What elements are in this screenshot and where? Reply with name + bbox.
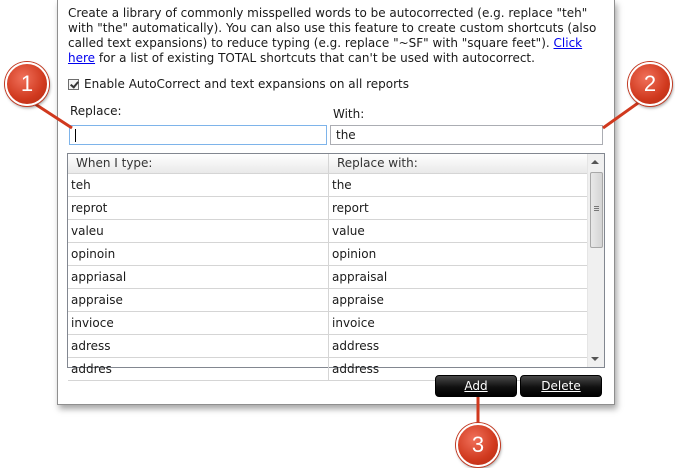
cell-replace-with[interactable]: invoice: [332, 316, 375, 330]
with-input-value: the: [336, 128, 356, 142]
cell-replace-with[interactable]: appraise: [332, 293, 384, 307]
callout-badge-1: 1: [5, 62, 49, 106]
add-button[interactable]: Add: [435, 375, 517, 397]
cell-replace-with[interactable]: value: [332, 224, 365, 238]
cell-when-i-type[interactable]: opinoin: [68, 243, 329, 265]
cell-replace-with[interactable]: address: [332, 362, 380, 376]
cell-replace-with[interactable]: opinion: [332, 247, 377, 261]
cell-when-i-type[interactable]: appraise: [68, 289, 329, 311]
delete-button[interactable]: Delete: [520, 375, 602, 397]
callout-badge-3: 3: [456, 423, 500, 467]
cell-when-i-type[interactable]: adress: [68, 335, 329, 357]
description-part-end: for a list of existing TOTAL shortcuts that can't be used with autocorrect.: [95, 51, 535, 65]
callout-badge-2: 2: [628, 62, 672, 106]
cell-when-i-type[interactable]: appriasal: [68, 266, 329, 288]
description-part: Create a library of commonly misspelled words to be autocorrected (e.g. replace "teh" with "the" automatically). You can also use this feature to create custom shortcuts (also called text expansions) to reduce typing (e.g. replace "~SF" with "square feet").: [68, 6, 597, 50]
cell-when-i-type[interactable]: reprot: [68, 197, 329, 219]
cell-when-i-type[interactable]: teh: [68, 174, 329, 196]
cell-replace-with[interactable]: the: [332, 178, 352, 192]
cell-replace-with[interactable]: appraisal: [332, 270, 388, 284]
with-label: With:: [333, 107, 365, 121]
replace-label: Replace:: [70, 104, 122, 118]
cell-replace-with[interactable]: report: [332, 201, 369, 215]
callout-line-1: [32, 102, 72, 128]
click-here-link[interactable]: Click here: [68, 36, 583, 65]
cell-when-i-type[interactable]: valeu: [68, 220, 329, 242]
cell-when-i-type[interactable]: invioce: [68, 312, 329, 334]
column-header-when-i-type[interactable]: When I type:: [68, 154, 329, 173]
cell-when-i-type[interactable]: addres: [68, 358, 329, 380]
column-header-replace-with[interactable]: Replace with:: [337, 156, 418, 170]
cell-replace-with[interactable]: address: [332, 339, 380, 353]
enable-autocorrect-label: Enable AutoCorrect and text expansions on all reports: [84, 77, 410, 91]
